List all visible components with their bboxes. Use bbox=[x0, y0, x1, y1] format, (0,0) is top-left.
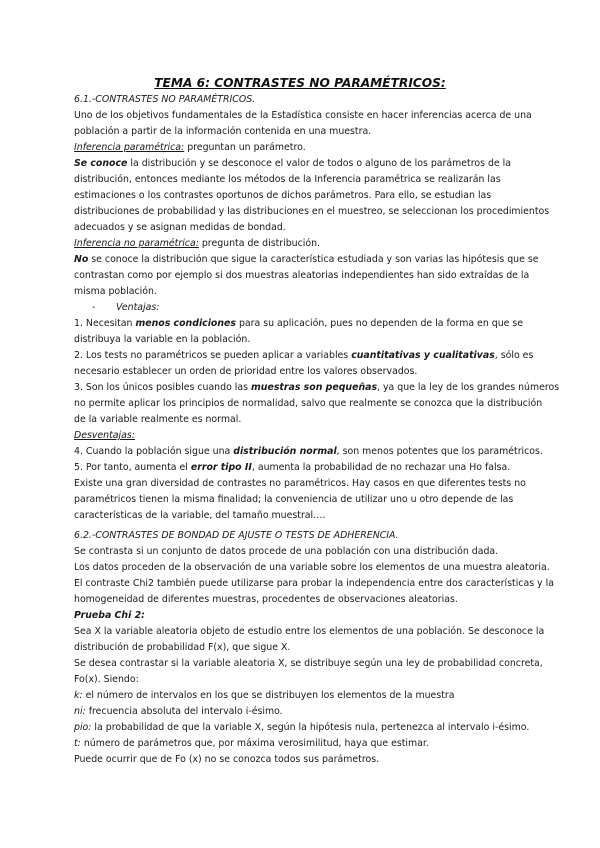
paragraph-line: misma población. bbox=[74, 286, 157, 297]
text-span: 2. Los tests no paramétricos se pueden aplicar a variables bbox=[74, 350, 352, 361]
definition-line bbox=[74, 140, 534, 156]
paragraph-line: población a partir de la información contenida en una muestra. bbox=[74, 126, 372, 137]
paragraph-line: El contraste Chi2 también puede utilizarse para probar la independencia entre dos características y la bbox=[74, 578, 554, 589]
emphasis: error tipo II bbox=[190, 462, 252, 473]
paragraph-line: no permite aplicar los principios de normalidad, salvo que realmente se conozca que la distribución bbox=[74, 398, 543, 409]
emphasis: muestras son pequeñas bbox=[251, 382, 378, 393]
paragraph-line: distribución, entonces mediante los métodos de la Inferencia paramétrica se realizarán las bbox=[74, 174, 501, 185]
text-span: la probabilidad de que la variable X, según la hipótesis nula, pertenezca al intervalo i-ésimo. bbox=[91, 722, 530, 733]
section-heading: 6.1.-CONTRASTES NO PARAMÉTRICOS. bbox=[74, 94, 256, 105]
list-item bbox=[74, 380, 560, 396]
text-span: , sólo es bbox=[494, 350, 534, 361]
paragraph-line: distribuciones de probabilidad y las distribuciones en el muestreo, se seleccionan los procedimientos bbox=[74, 206, 550, 217]
paragraph-line: contrastan como por ejemplo si dos muestras aleatorias independientes han sido extraídas de la bbox=[74, 270, 530, 281]
term-label: Inferencia no paramétrica: bbox=[74, 238, 199, 249]
paragraph-line: estimaciones o los contrastes oportunos de dichos parámetros. Para ello, se estudian las bbox=[74, 190, 492, 201]
text-span: , ya que la ley de los grandes números bbox=[377, 382, 560, 393]
symbol-label: t: bbox=[74, 738, 81, 749]
list-item bbox=[74, 316, 534, 332]
symbol-label: ni: bbox=[74, 706, 86, 717]
paragraph-line: distribuya la variable en la población. bbox=[74, 334, 251, 345]
paragraph-line: características de la variable, del tamaño muestral…. bbox=[74, 510, 326, 521]
paragraph-line: Fo(x). Siendo: bbox=[74, 674, 139, 685]
paragraph-line: Puede ocurrir que de Fo (x) no se conozca todos sus parámetros. bbox=[74, 754, 380, 765]
paragraph-line: Existe una gran diversidad de contrastes no paramétricos. Hay casos en que diferentes tests no bbox=[74, 478, 526, 489]
text-span: el número de intervalos en los que se distribuyen los elementos de la muestra bbox=[82, 690, 455, 701]
page-title: TEMA 6: CONTRASTES NO PARAMÉTRICOS: bbox=[154, 76, 446, 90]
text-span: número de parámetros que, por máxima verosimilitud, haya que estimar. bbox=[80, 738, 429, 749]
text-span: 5. Por tanto, aumenta el bbox=[74, 462, 191, 473]
paragraph-line: homogeneidad de diferentes muestras, procedentes de observaciones aleatorias. bbox=[74, 594, 458, 605]
section-6-1 bbox=[74, 92, 560, 524]
text-span: 4. Cuando la población sigue una bbox=[74, 446, 234, 457]
text-span: 3. Son los únicos posibles cuando las bbox=[74, 382, 252, 393]
term-text: preguntan un parámetro. bbox=[184, 142, 306, 153]
text-span: , son menos potentes que los paramétricos. bbox=[336, 446, 543, 457]
section-heading: 6.2.-CONTRASTES DE BONDAD DE AJUSTE O TESTS DE ADHERENCIA. bbox=[74, 530, 399, 541]
paragraph-line: Se desea contrastar si la variable aleatoria X, se distribuye según una ley de probabilidad concreta, bbox=[74, 658, 543, 669]
definition-line bbox=[74, 736, 534, 752]
paragraph-line bbox=[74, 252, 539, 268]
text-span: para su aplicación, pues no dependen de la forma en que se bbox=[235, 318, 524, 329]
paragraph-line bbox=[74, 156, 534, 172]
symbol-label: pio: bbox=[74, 722, 92, 733]
paragraph-line: Se contrasta si un conjunto de datos procede de una población con una distribución dada. bbox=[74, 546, 499, 557]
list-item bbox=[74, 460, 534, 476]
paragraph-line: distribución de probabilidad F(x), que sigue X. bbox=[74, 642, 291, 653]
text-span: la distribución y se desconoce el valor de todos o alguno de los parámetros de la bbox=[127, 158, 512, 169]
ventajas-heading: Ventajas: bbox=[116, 302, 160, 313]
paragraph-line: de la variable realmente es normal. bbox=[74, 414, 242, 425]
paragraph-line: paramétricos tienen la misma finalidad; la conveniencia de utilizar uno u otro depende de las bbox=[74, 494, 514, 505]
definition-line bbox=[74, 236, 534, 252]
list-item bbox=[74, 444, 543, 460]
bullet-item bbox=[74, 300, 534, 316]
definition-line bbox=[74, 704, 534, 720]
emphasis: cuantitativas y cualitativas bbox=[351, 350, 495, 361]
list-item bbox=[74, 348, 534, 364]
paragraph-line: necesario establecer un orden de prioridad entre los valores observados. bbox=[74, 366, 418, 377]
paragraph-line: Los datos proceden de la observación de una variable sobre los elementos de una muestra aleatoria. bbox=[74, 562, 550, 573]
paragraph-line: Uno de los objetivos fundamentales de la Estadística consiste en hacer inferencias acerca de una bbox=[74, 110, 532, 121]
definition-line bbox=[74, 688, 534, 704]
emphasis: distribución normal bbox=[233, 446, 337, 457]
section-6-2 bbox=[74, 528, 554, 768]
definition-line bbox=[74, 720, 534, 736]
emphasis: menos condiciones bbox=[135, 318, 236, 329]
emphasis: Se conoce bbox=[74, 158, 128, 169]
paragraph-line: adecuados y se asignan medidas de bondad. bbox=[74, 222, 286, 233]
paragraph-line: Sea X la variable aleatoria objeto de estudio entre los elementos de una población. Se desconoce la bbox=[74, 626, 545, 637]
subheading-prueba-chi2: Prueba Chi 2: bbox=[74, 610, 145, 621]
emphasis: No bbox=[74, 254, 89, 265]
text-span: , aumenta la probabilidad de no rechazar una Ho falsa. bbox=[251, 462, 511, 473]
term-text: pregunta de distribución. bbox=[198, 238, 321, 249]
term-label: Inferencia paramétrica: bbox=[74, 142, 185, 153]
desventajas-heading: Desventajas: bbox=[74, 430, 135, 441]
bullet-dash: - bbox=[92, 302, 96, 313]
text-span: 1. Necesitan bbox=[74, 318, 136, 329]
text-span: se conoce la distribución que sigue la característica estudiada y son varias las hipótesis que se bbox=[88, 254, 539, 265]
symbol-label: k: bbox=[74, 690, 83, 701]
text-span: frecuencia absoluta del intervalo i-ésimo. bbox=[85, 706, 283, 717]
